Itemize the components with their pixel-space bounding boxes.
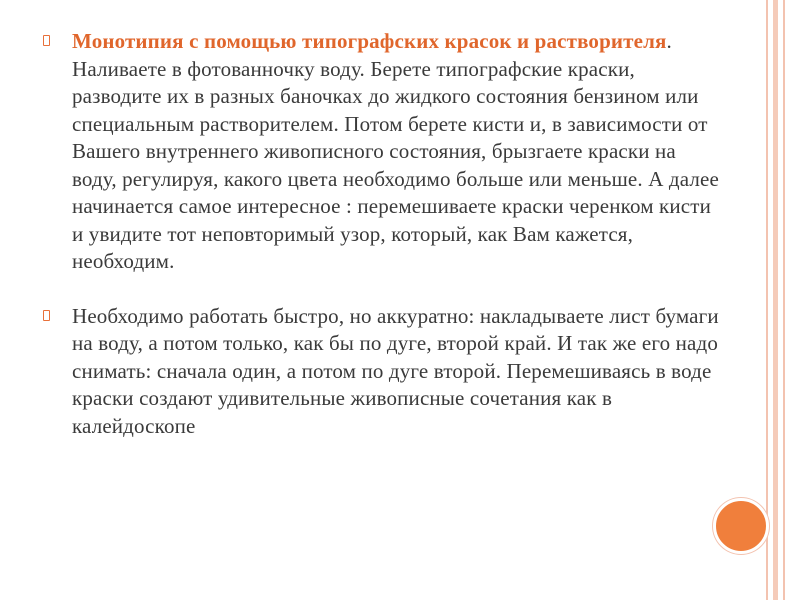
decorative-line — [783, 0, 785, 600]
decorative-line — [766, 0, 768, 600]
bullet-icon — [42, 33, 56, 49]
bullet-icon — [42, 308, 56, 324]
decorative-circle — [713, 498, 769, 554]
paragraph-2-text: Необходимо работать быстро, но аккуратно: накладываете лист бумаги на воду, а потом только, как бы по дуге, второй край. И так же его надо снимать: сначала один, а потом по дуге второй. Перемешиваясь в воде краски создают удивительные живописные сочетания как в калейдоскопе — [72, 303, 719, 438]
paragraph-2 — [42, 303, 722, 441]
paragraph-1-text: . Наливаете в фотованночку воду. Берете типографские краски, разводите их в разных баночках до жидкого состояния бензином или специальным растворителем. Потом берете кисти и, в зависимости от Вашего внутреннего живописного состояния, брызгаете краски на воду, регулируя, какого цвета необходимо больше или меньше. А далее начинается самое интересное : перемешиваете краски черенком кисти и увидите тот неповторимый узор, который, как Вам кажется, необходим. — [72, 29, 719, 273]
paragraph-1 — [42, 28, 722, 276]
decorative-line — [773, 0, 778, 600]
slide-content — [42, 28, 722, 440]
paragraph-1-highlight: Монотипия с помощью типографских красок и растворителя — [72, 29, 667, 53]
